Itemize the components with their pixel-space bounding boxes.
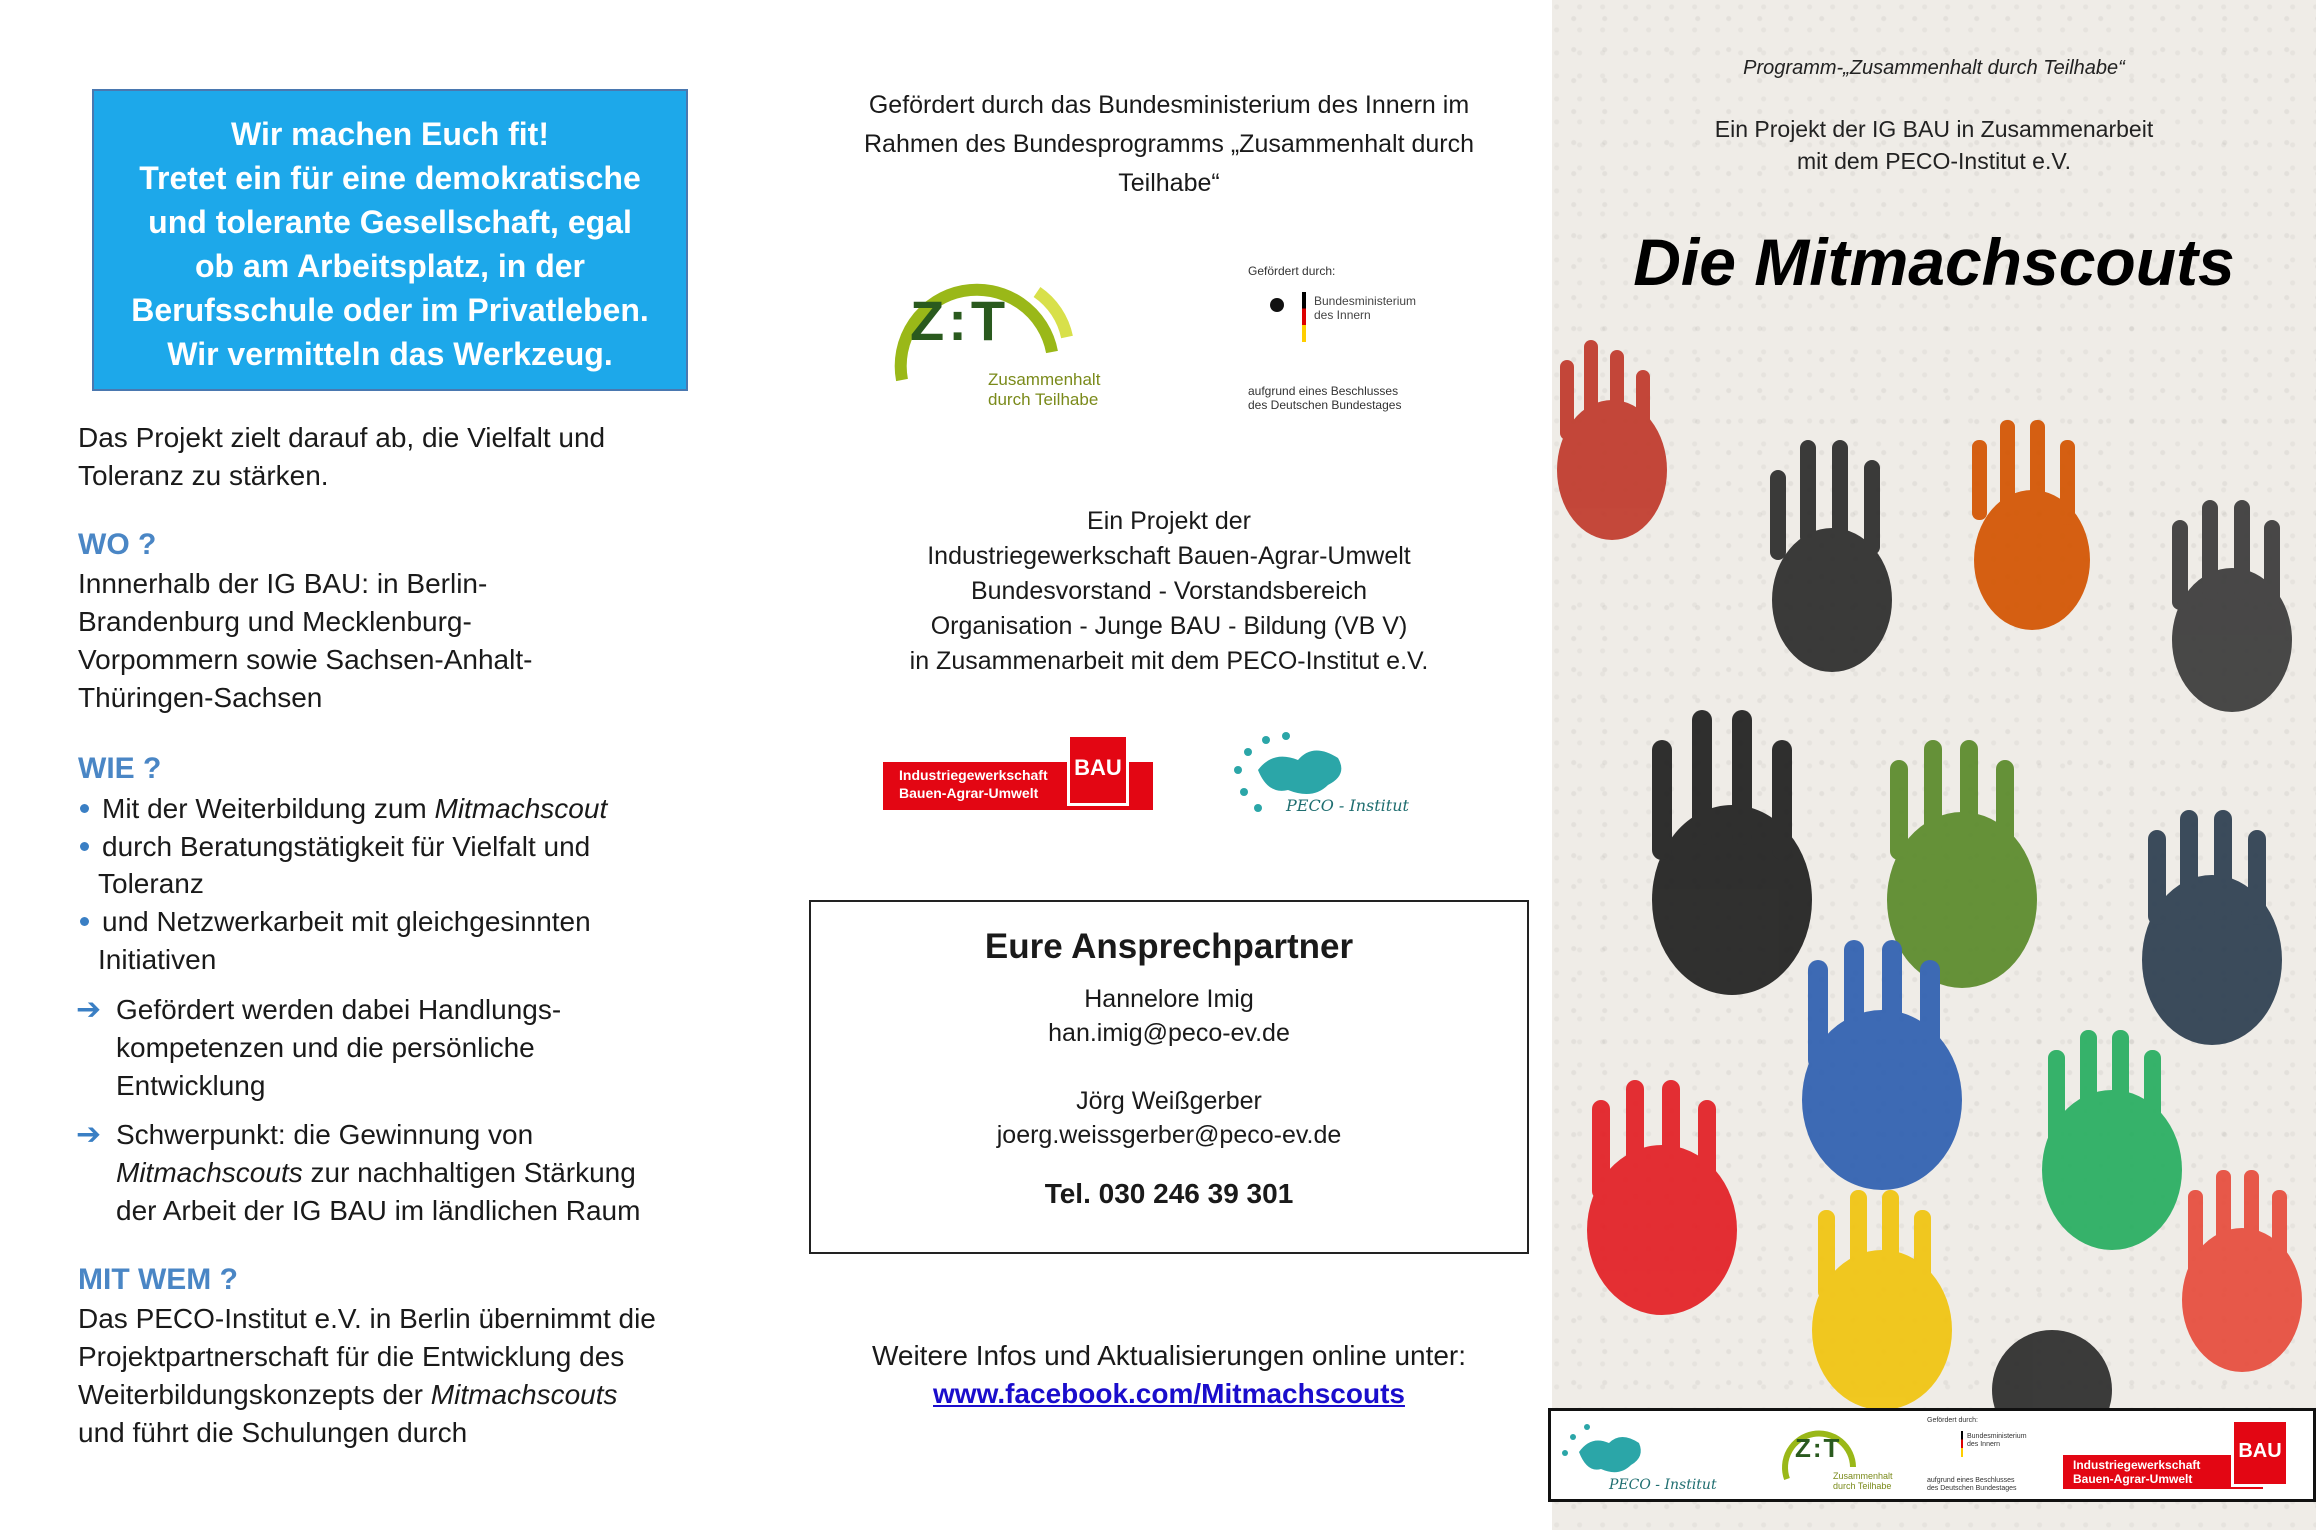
wo-line: Brandenburg und Mecklenburg-: [78, 606, 472, 637]
wo-line: Vorpommern sowie Sachsen-Anhalt-: [78, 644, 533, 675]
wie-bullet-2: [102, 828, 590, 866]
bmi-name-line: Bundesministerium: [1314, 294, 1417, 308]
zdt-mini-letters: Z:T: [1795, 1433, 1842, 1463]
zdt-mini-caption-line: durch Teilhabe: [1833, 1481, 1892, 1491]
igbau-logo: [883, 734, 1153, 816]
logo-strip: [1548, 1408, 2316, 1502]
intro-line: Toleranz zu stärken.: [78, 460, 329, 491]
funding-line: Teilhabe“: [1118, 169, 1220, 197]
eagle-icon: [1270, 298, 1284, 312]
bmi-bottom-line: aufgrund eines Beschlusses: [1248, 384, 1399, 398]
bmi-mini-bottom-line: aufgrund eines Beschlusses: [1927, 1477, 2015, 1484]
program-text: Programm-„Zusammenhalt durch Teilhabe“: [1743, 57, 2125, 79]
mitwem-line: und führt die Schulungen durch: [78, 1417, 468, 1448]
bmi-name: [1314, 294, 1416, 322]
zdt-mini-caption: [1833, 1471, 1893, 1491]
funding-text: [809, 86, 1529, 203]
intro-text: [78, 419, 605, 495]
wie-bullet-1-em: Mitmachscout: [434, 793, 608, 824]
project-line: Ein Projekt der: [1087, 507, 1251, 535]
slogan-line: Tretet ein für eine demokratische: [139, 160, 641, 196]
more-info: [809, 1337, 1529, 1413]
flag-stripe-icon: [1302, 292, 1306, 342]
bmi-bottom-line: des Deutschen Bundestages: [1248, 398, 1402, 412]
slogan-line: und tolerante Gesellschaft, egal: [148, 204, 632, 240]
project-line: Organisation - Junge BAU - Bildung (VB V): [930, 612, 1408, 640]
bmi-mini-top: Gefördert durch:: [1927, 1417, 1978, 1424]
mitwem-line-em: Mitmachscouts: [430, 1379, 618, 1410]
igbau-line: Industriegewerkschaft: [899, 767, 1048, 783]
mitwem-heading: MIT WEM ?: [78, 1263, 238, 1296]
contact-name: Hannelore Imig: [1084, 985, 1254, 1013]
wo-heading: WO ?: [78, 528, 157, 561]
wie-arrow-2-em: Mitmachscouts: [116, 1157, 303, 1188]
funding-line: Gefördert durch das Bundesministerium des Innern im: [868, 91, 1470, 119]
zdt-mini-caption-line: Zusammenhalt: [1833, 1471, 1893, 1481]
wie-bullet-1-text: Mit der Weiterbildung zum: [102, 793, 435, 824]
slogan-line: ob am Arbeitsplatz, in der: [195, 248, 585, 284]
cover-project-line: Ein Projekt der IG BAU in Zusammenarbeit: [1714, 116, 2154, 142]
funding-line: Rahmen des Bundesprogramms „Zusammenhalt durch: [864, 130, 1474, 158]
bmi-top: Gefördert durch:: [1248, 264, 1336, 278]
mitwem-line: Projektpartnerschaft für die Entwicklung des: [78, 1341, 625, 1372]
zdt-caption-line: Zusammenhalt: [988, 370, 1101, 389]
mitwem-text: [78, 1300, 656, 1452]
zdt-letters: Z:T: [910, 289, 1010, 352]
igbau-mark: BAU: [1067, 734, 1129, 806]
cover-title: Die Mitmachscouts: [1633, 225, 2235, 299]
zdt-caption: [988, 370, 1100, 410]
cover-project-line: mit dem PECO-Institut e.V.: [1797, 148, 2071, 174]
contact-name: Jörg Weißgerber: [1076, 1087, 1262, 1115]
bmi-mini-name-line: des Innern: [1967, 1441, 2001, 1448]
bmi-name-line: des Innern: [1314, 308, 1371, 322]
wie-arrow-1-line: Entwicklung: [116, 1070, 266, 1101]
bullet-dot: [80, 917, 89, 926]
igbau-mini-line: Bauen-Agrar-Umwelt: [2073, 1472, 2193, 1486]
peco-logo: [1228, 730, 1428, 820]
wie-arrow-1-line: kompetenzen und die persönliche: [116, 1032, 535, 1063]
wie-arrow-1-line: Gefördert werden dabei Handlungs-: [116, 994, 562, 1025]
project-line: in Zusammenarbeit mit dem PECO-Institut e.V.: [909, 647, 1429, 675]
wo-text: [78, 565, 532, 717]
bmi-bottom: [1248, 384, 1401, 412]
bmi-mini-name-line: Bundesministerium: [1967, 1433, 2027, 1440]
bmi-mini-bottom-line: des Deutschen Bundestages: [1927, 1485, 2017, 1492]
wie-bullet-2-line: durch Beratungstätigkeit für Vielfalt und: [102, 831, 591, 862]
wie-arrow-2-line: [116, 1154, 640, 1192]
project-text: [809, 504, 1529, 679]
slogan-line: Wir machen Euch fit!: [231, 116, 549, 152]
wie-arrow-2-line: Schwerpunkt: die Gewinnung von: [116, 1119, 534, 1150]
wo-line: Thüringen-Sachsen: [78, 682, 323, 713]
contact-email[interactable]: han.imig@peco-ev.de: [1048, 1019, 1290, 1047]
bullet-dot: [80, 842, 89, 851]
wie-arrow-1: [116, 991, 561, 1105]
slogan-box: [92, 89, 688, 391]
mitwem-line-pre: Weiterbildungskonzepts der: [78, 1379, 431, 1410]
wie-bullet-1: [102, 790, 607, 828]
wie-arrow-2: [116, 1116, 640, 1230]
contact-box: [809, 900, 1529, 1254]
wie-arrow-2-line: der Arbeit der IG BAU im ländlichen Raum: [116, 1195, 641, 1226]
wie-bullet-3-line: und Netzwerkarbeit mit gleichgesinnten: [102, 906, 591, 937]
bmi-mini-bottom: [1927, 1477, 2017, 1493]
mitwem-line: Das PECO-Institut e.V. in Berlin übernimmt die: [78, 1303, 656, 1334]
cover-project-text: [1552, 113, 2316, 177]
mitwem-line: [78, 1376, 656, 1414]
facebook-link[interactable]: www.facebook.com/Mitmachscouts: [933, 1378, 1405, 1409]
peco-text: PECO - Institut: [1286, 796, 1409, 815]
zdt-caption-line: durch Teilhabe: [988, 390, 1099, 409]
wie-bullet-2-cont: Toleranz: [98, 868, 204, 899]
bullet-dot: [80, 804, 89, 813]
contact-phone: Tel. 030 246 39 301: [1044, 1178, 1294, 1209]
contact-email[interactable]: joerg.weissgerber@peco-ev.de: [996, 1121, 1342, 1149]
intro-line: Das Projekt zielt darauf ab, die Vielfalt und: [78, 422, 606, 453]
wo-line: Innnerhalb der IG BAU: in Berlin-: [78, 568, 488, 599]
igbau-mini-mark: BAU: [2231, 1419, 2289, 1487]
wie-arrow-2-rest: zur nachhaltigen Stärkung: [302, 1157, 636, 1188]
peco-mini-text: PECO - Institut: [1609, 1477, 1717, 1493]
igbau-mini-line: Industriegewerkschaft: [2073, 1458, 2201, 1472]
more-info-text: Weitere Infos und Aktualisierungen online unter:: [871, 1340, 1467, 1371]
contact-heading: Eure Ansprechpartner: [984, 927, 1354, 966]
wie-bullet-3: [102, 903, 591, 941]
project-line: Industriegewerkschaft Bauen-Agrar-Umwelt: [927, 542, 1411, 570]
wie-bullet-3-cont: Initiativen: [98, 944, 217, 975]
igbau-line: Bauen-Agrar-Umwelt: [899, 785, 1039, 801]
project-line: Bundesvorstand - Vorstandsbereich: [970, 577, 1368, 605]
wie-heading: WIE ?: [78, 752, 162, 785]
arrow-right-icon: ➔: [76, 1118, 102, 1151]
zdt-logo: [862, 252, 1122, 422]
bmi-mini-logo: [1927, 1417, 2037, 1492]
bmi-logo: [1248, 264, 1428, 414]
bmi-mini-name: [1967, 1433, 2027, 1449]
flag-stripe-icon: [1961, 1431, 1963, 1457]
slogan-line: Wir vermitteln das Werkzeug.: [167, 336, 613, 372]
slogan-line: Berufsschule oder im Privatleben.: [131, 292, 649, 328]
arrow-right-icon: ➔: [76, 993, 102, 1026]
